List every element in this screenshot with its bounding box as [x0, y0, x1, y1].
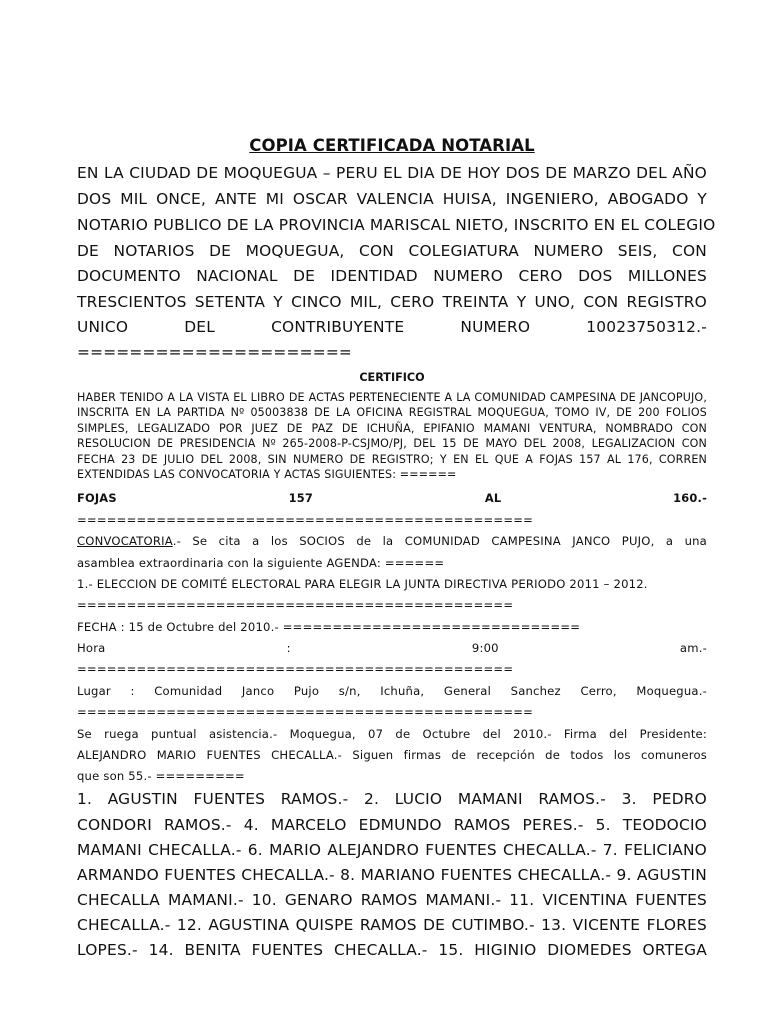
separator-line: ==============================================	[77, 705, 534, 719]
hora-line: Hora : 9:00 am.-	[77, 641, 707, 655]
asistencia-line: Se ruega puntual asistencia.- Moquegua, 07 de Octubre del 2010.- Firma del Presidente:	[77, 727, 707, 741]
intro-line: DOCUMENTO NACIONAL DE IDENTIDAD NUMERO CERO DOS MILLONES	[77, 267, 707, 285]
intro-line: UNICO DEL CONTRIBUYENTE NUMERO 10023750312.-	[77, 318, 707, 336]
intro-line: EN LA CIUDAD DE MOQUEGUA – PERU EL DIA DE HOY DOS DE MARZO DEL AÑO	[77, 164, 707, 182]
convocatoria-label: CONVOCATORIA	[77, 534, 173, 548]
asistencia-line: ALEJANDRO MARIO FUENTES CHECALLA.- Siguen firmas de recepción de todos los comuneros	[77, 748, 707, 762]
convocatoria-text: .- Se cita a los SOCIOS de la COMUNIDAD CAMPESINA JANCO PUJO, a una	[172, 534, 707, 548]
document-title: COPIA CERTIFICADA NOTARIAL	[249, 136, 535, 155]
intro-line: NOTARIO PUBLICO DE LA PROVINCIA MARISCAL NIETO, INSCRITO EN EL COLEGIO	[77, 216, 716, 234]
separator-line: ==============================================	[77, 513, 534, 527]
fojas-line: FOJAS 157 AL 160.-	[77, 491, 707, 505]
list-line: 1. AGUSTIN FUENTES RAMOS.- 2. LUCIO MAMANI RAMOS.- 3. PEDRO	[77, 790, 707, 808]
agenda-item: 1.- ELECCION DE COMITÉ ELECTORAL PARA ELEGIR LA JUNTA DIRECTIVA PERIODO 2011 – 2012.	[77, 577, 648, 591]
intro-separator: =====================	[77, 343, 353, 361]
list-line: CHECALLA.- 12. AGUSTINA QUISPE RAMOS DE CUTIMBO.- 13. VICENTE FLORES	[77, 916, 707, 934]
list-line: LOPES.- 14. BENITA FUENTES CHECALLA.- 15. HIGINIO DIOMEDES ORTEGA	[77, 941, 707, 959]
convocatoria-line	[77, 534, 707, 548]
list-line: ARMANDO FUENTES CHECALLA.- 8. MARIANO FUENTES CHECALLA.- 9. AGUSTIN	[77, 866, 707, 884]
separator-line: ============================================	[77, 598, 514, 612]
lugar-line: Lugar : Comunidad Janco Pujo s/n, Ichuña, General Sanchez Cerro, Moquegua.-	[77, 684, 707, 698]
intro-line: DE NOTARIOS DE MOQUEGUA, CON COLEGIATURA NUMERO SEIS, CON	[77, 242, 707, 260]
fecha-line: FECHA : 15 de Octubre del 2010.- ==============================	[77, 620, 581, 634]
certifico-paragraph: HABER TENIDO A LA VISTA EL LIBRO DE ACTAS PERTENECIENTE A LA COMUNIDAD CAMPESINA DE JANCOPUJO, INSCRITA EN LA PARTIDA Nº 05003838 DE LA OFICINA REGISTRAL MOQUEGUA, TOMO IV, DE 200 FOLIOS SIMPLES, LEGALIZADO POR JUEZ DE PAZ DE ICHUÑA, EPIFANIO MAMANI VENTURA, NOMBRADO CON RESOLUCION DE PRESIDENCIA Nº 265-2008-P-CSJMO/PJ, DEL 15 DE MAYO DEL 2008, LEGALIZACION CON FECHA 23 DE JULIO DEL 2008, SIN NUMERO DE REGISTRO; Y EN EL QUE A FOJAS 157 AL 176, CORREN EXTENDIDAS LAS CONVOCATORIA Y ACTAS SIGUIENTES: ======	[77, 391, 707, 482]
list-line: CONDORI RAMOS.- 4. MARCELO EDMUNDO RAMOS PERES.- 5. TEODOCIO	[77, 816, 707, 834]
certifico-heading: CERTIFICO	[359, 371, 425, 384]
intro-line: TRESCIENTOS SETENTA Y CINCO MIL, CERO TREINTA Y UNO, CON REGISTRO	[77, 293, 707, 311]
separator-line: ============================================	[77, 662, 514, 676]
intro-line: DOS MIL ONCE, ANTE MI OSCAR VALENCIA HUISA, INGENIERO, ABOGADO Y	[77, 190, 707, 208]
convocatoria-line-2: asamblea extraordinaria con la siguiente AGENDA: ======	[77, 556, 445, 570]
list-line: MAMANI CHECALLA.- 6. MARIO ALEJANDRO FUENTES CHECALLA.- 7. FELICIANO	[77, 841, 707, 859]
list-line: CHECALLA MAMANI.- 10. GENARO RAMOS MAMANI.- 11. VICENTINA FUENTES	[77, 891, 707, 909]
asistencia-line: que son 55.- =========	[77, 769, 245, 783]
